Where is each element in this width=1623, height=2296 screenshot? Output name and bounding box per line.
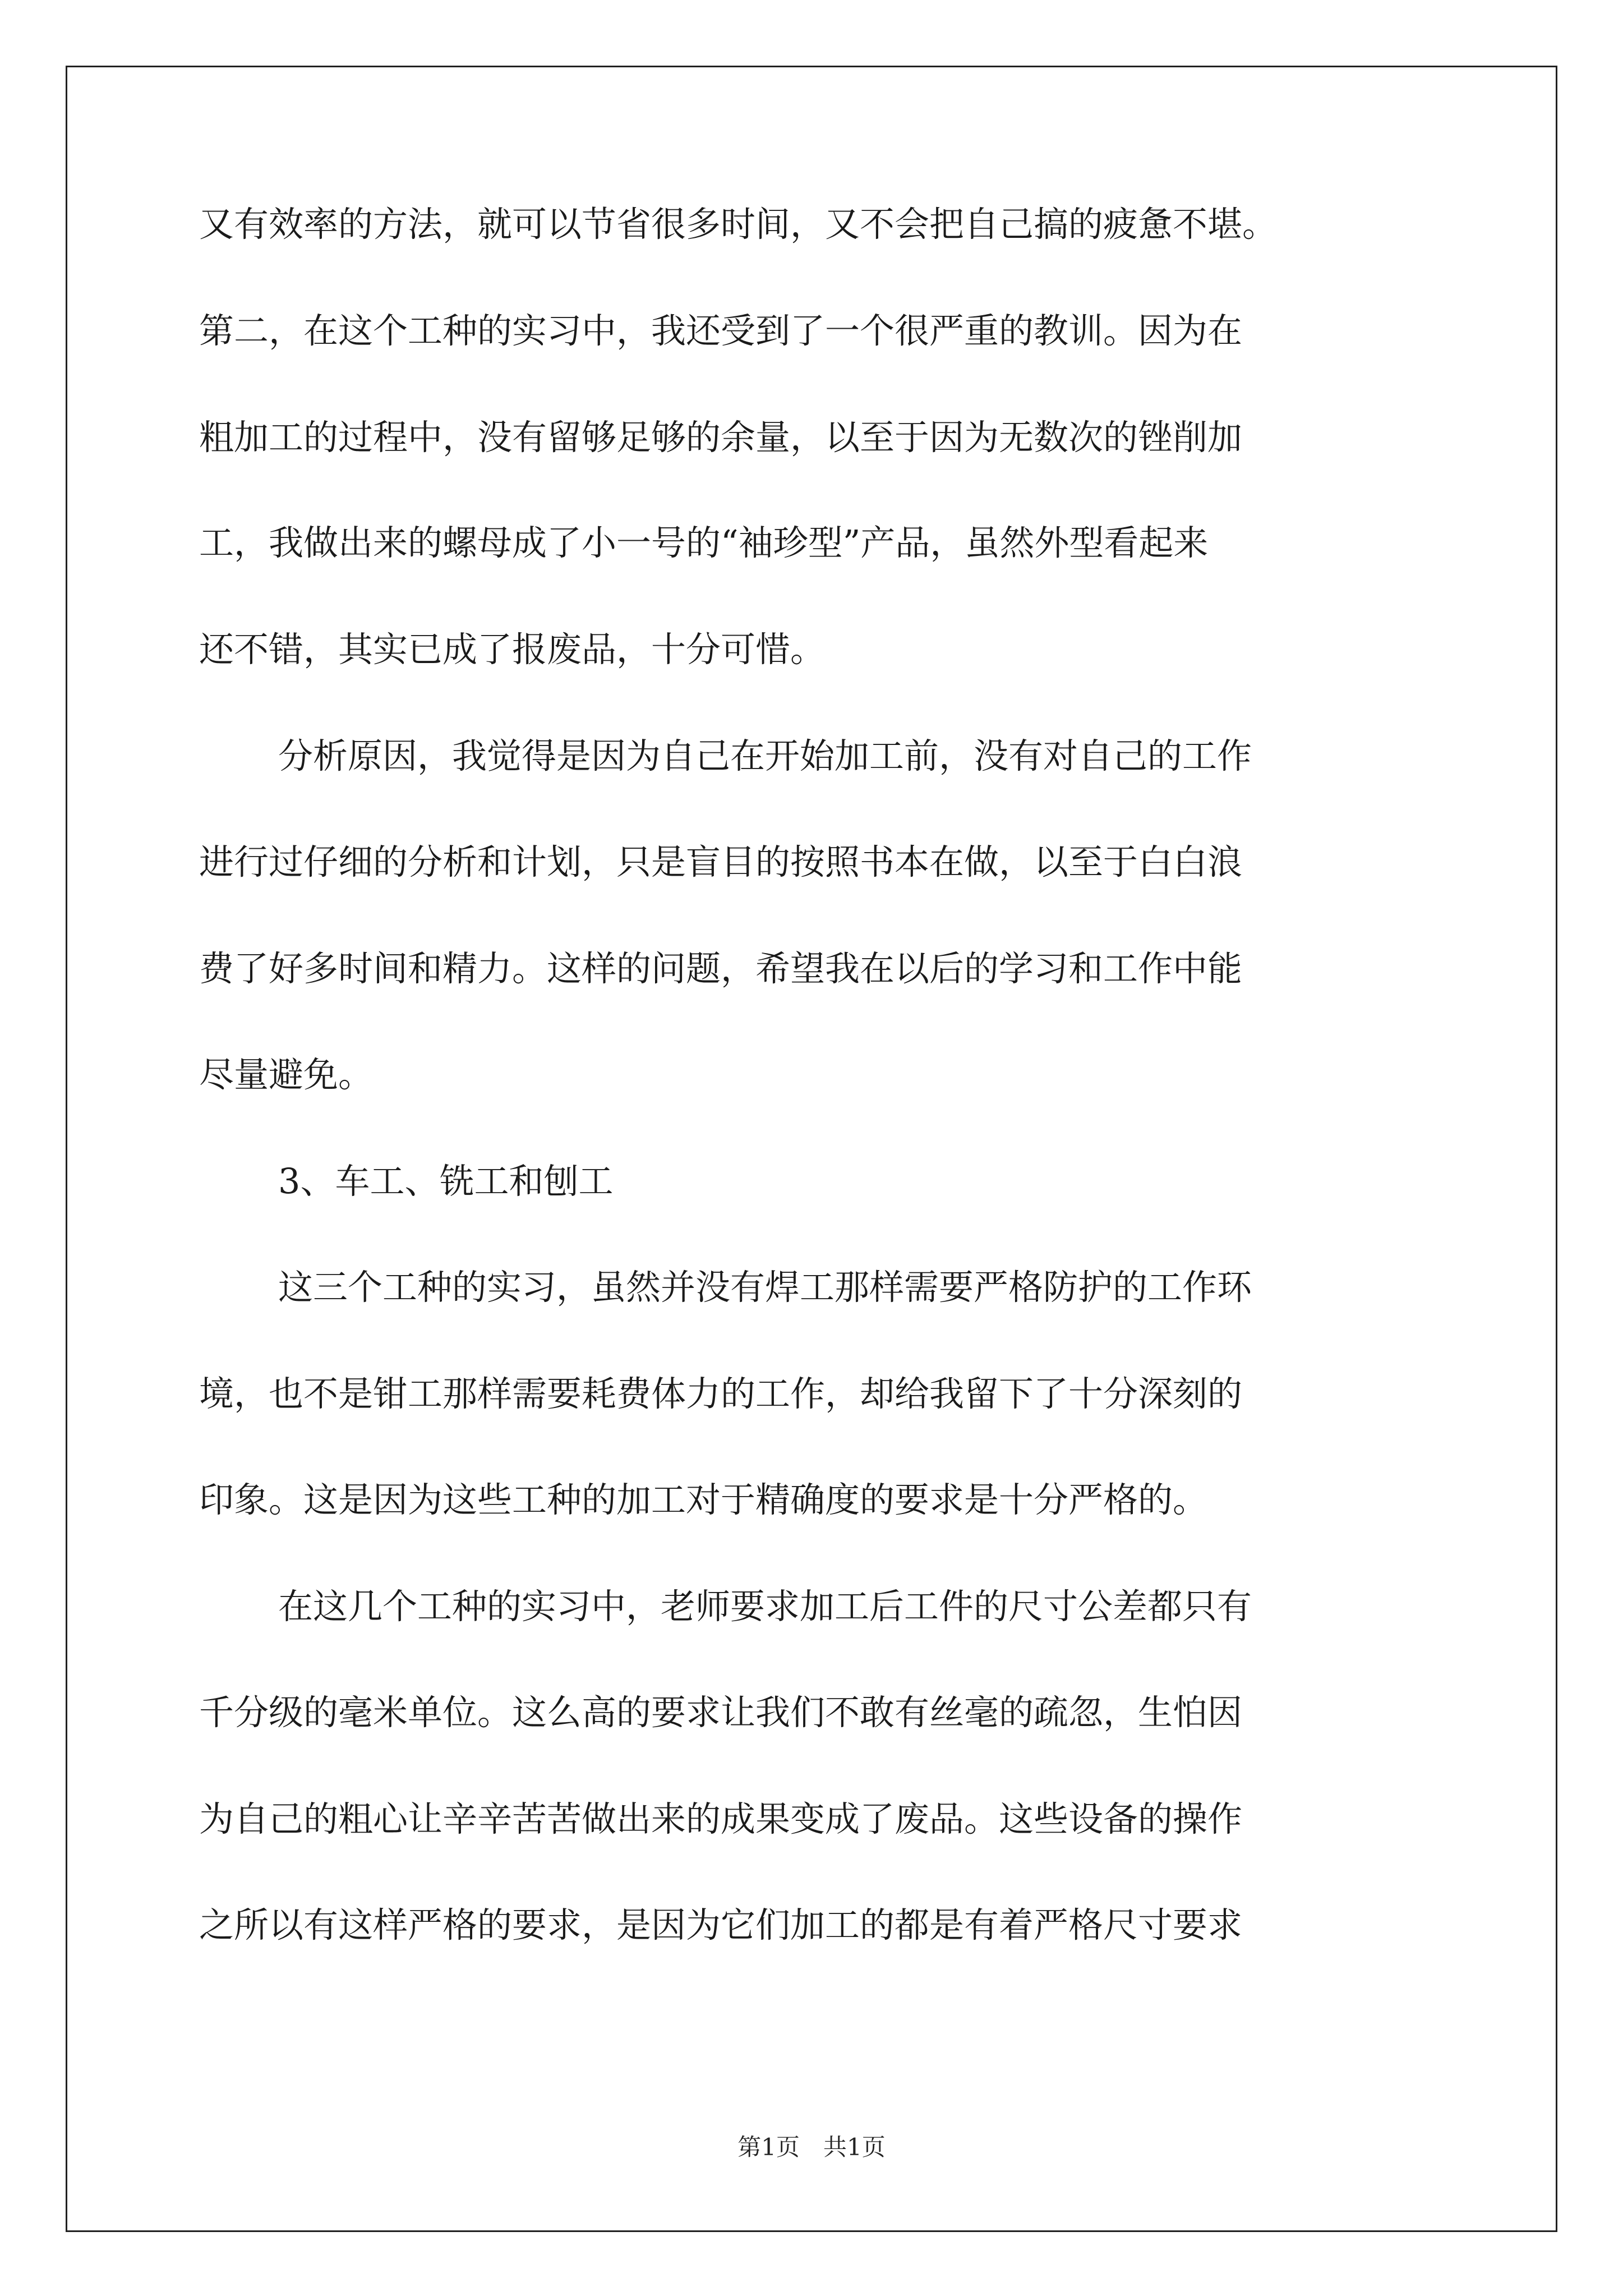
text-line: 第二，在这个工种的实习中，我还受到了一个很严重的教训。因为在	[199, 310, 1243, 351]
text-line: 粗加工的过程中，没有留够足够的余量，以至于因为无数次的锉削加	[199, 417, 1243, 458]
text-line: 印象。这是因为这些工种的加工对于精确度的要求是十分严格的。	[199, 1479, 1208, 1520]
text-line: 境，也不是钳工那样需要耗费体力的工作，却给我留下了十分深刻的	[199, 1373, 1243, 1414]
text-line: 又有效率的方法，就可以节省很多时间，又不会把自己搞的疲惫不堪。	[199, 204, 1278, 245]
text-line: 工，我做出来的螺母成了小一号的“袖珍型”产品，虽然外型看起来	[199, 522, 1209, 563]
text-line: 尽量避免。	[199, 1054, 374, 1095]
paragraph-first-line: 这三个工种的实习，虽然并没有焊工那样需要严格防护的工作环	[278, 1267, 1252, 1308]
text-line: 还不错，其实已成了报废品，十分可惜。	[199, 629, 826, 670]
paragraph-first-line: 分析原因，我觉得是因为自己在开始加工前，没有对自己的工作	[278, 735, 1252, 776]
text-line: 之所以有这样严格的要求，是因为它们加工的都是有着严格尺寸要求	[199, 1904, 1243, 1945]
text-line: 千分级的毫米单位。这么高的要求让我们不敢有丝毫的疏忽，生怕因	[199, 1692, 1243, 1733]
paragraph-first-line: 在这几个工种的实习中，老师要求加工后工件的尺寸公差都只有	[278, 1586, 1252, 1627]
text-line: 费了好多时间和精力。这样的问题，希望我在以后的学习和工作中能	[199, 948, 1243, 989]
section-heading: 3、车工、铣工和刨工	[278, 1161, 614, 1202]
text-line: 为自己的粗心让辛辛苦苦做出来的成果变成了废品。这些设备的操作	[199, 1798, 1243, 1839]
text-line: 进行过仔细的分析和计划，只是盲目的按照书本在做，以至于白白浪	[199, 841, 1243, 882]
page-footer: 第1页 共1页	[737, 2133, 886, 2161]
